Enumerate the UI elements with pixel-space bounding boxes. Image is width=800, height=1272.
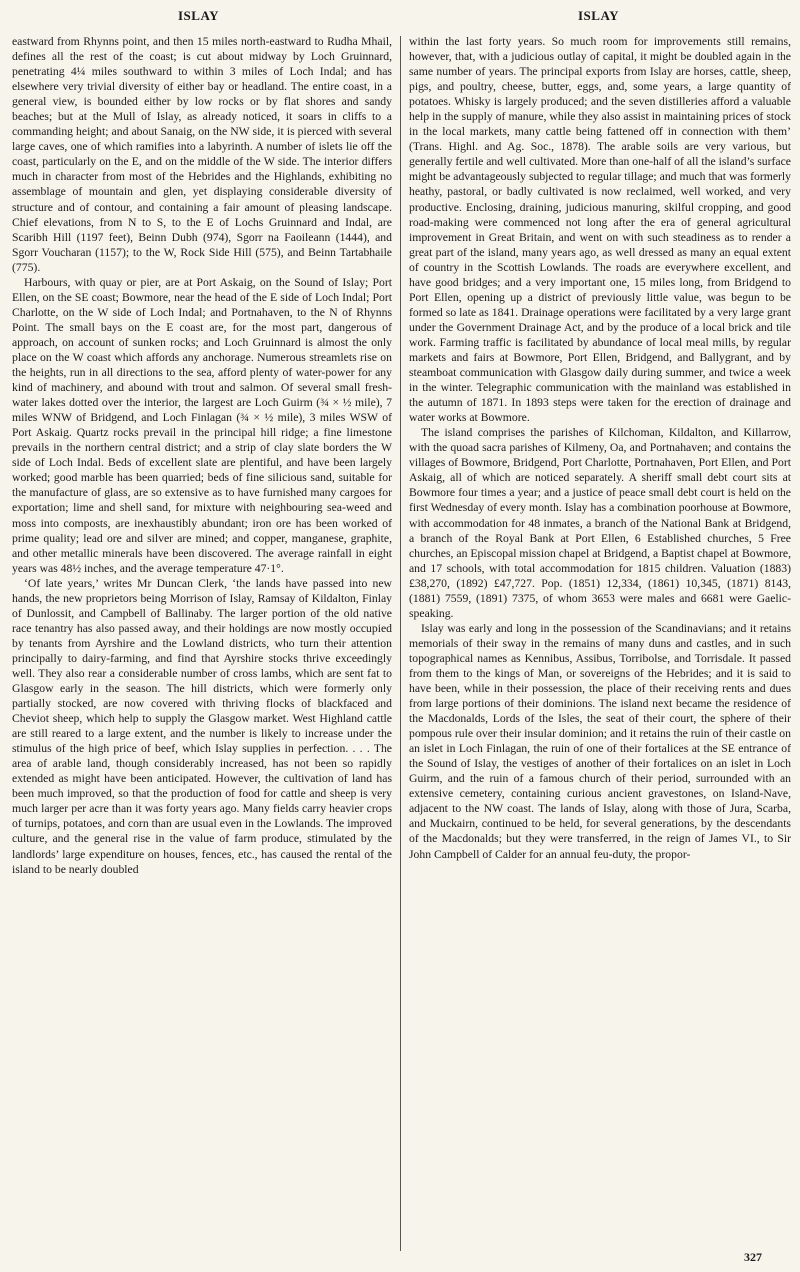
- running-head-left: ISLAY: [178, 8, 220, 23]
- left-column: [12, 34, 392, 1254]
- right-column: [409, 34, 791, 1254]
- paragraph: Harbours, with quay or pier, are at Port Askaig, on the Sound of Islay; Port Ellen, on the SE coast; Bowmore, near the head of the E side of Loch Indal; Port Charlotte, on the W side of Loch Indal; and Portnahaven, to the N of Rhynns Point. The small bays on the E coast are, for the most part, dangerous of approach, on account of sunken rocks; and Loch Gruinnard is almost the only place on the W coast which affords any anchorage. Numerous streamlets rise on the heights, run in all directions to the sea, afford plenty of water-power for any kind of machinery, and abound with trout and salmon. Of several small fresh-water lakes dotted over the interior, the largest are Loch Guirm (¾ × ½ mile), 7 miles WNW of Bridgend, and Loch Finlagan (¾ × ½ mile), 3 miles WSW of Port Askaig. Quartz rocks prevail in the principal hill ridge; a fine limestone prevails in the northern central district; and a strip of clay slate borders the W side of Loch Indal. Beds of excellent slate are plentiful, and have been largely worked; good marble has been quarried; beds of fine silicious sand, suitable for the manufacture of glass, are so extensive as to have furnished many cargoes for exportation; lime and shell sand, for mixture with neighbouring sea-weed and moss into composts, are inexhaustibly abundant; iron ore has been worked of prime quality; lead ore and silver are mined; and copper, manganese, graphite, and other metallic minerals have been discovered. The average rainfall in eight years was 48½ inches, and the average temperature 47·1°.: [12, 275, 392, 575]
- paragraph: The island comprises the parishes of Kilchoman, Kildalton, and Killarrow, with the quoad sacra parishes of Kilmeny, Oa, and Portnahaven; and contains the villages of Bowmore, Bridgend, Port Charlotte, Portnahaven, Port Ellen, and Port Askaig, all of which are noticed separately. A sheriff small debt court sits at Bowmore four times a year; and a justice of peace small debt court is held on the first Wednesday of every month. Islay has a combination poorhouse at Bowmore, with accommodation for 48 inmates, a branch of the National Bank at Bridgend, a branch of the Royal Bank at Port Ellen, 6 Established churches, 5 Free churches, an Episcopal mission chapel at Bridgend, a Baptist chapel at Bowmore, and 17 schools, with total accommodation for 1815 children. Valuation (1883) £38,270, (1892) £47,727. Pop. (1851) 12,334, (1861) 10,345, (1871) 8143, (1881) 7559, (1891) 7375, of whom 3653 were males and 6681 were Gaelic-speaking.: [409, 426, 791, 620]
- paragraph: within the last forty years. So much room for improvements still remains, however, that, with a judicious outlay of capital, it might be doubled again in the same number of years. The principal exports from Islay are horses, cattle, sheep, pigs, and poultry, cheese, butter, eggs, and, some years, a large quantity of potatoes. Whisky is largely produced; and the seven distilleries afford a valuable help in the supply of manure, while they also assist in maintaining prices of stock in the local markets, many cattle being fattened off in connection with them’ (Trans. Highl. and Ag. Soc., 1878). The arable soils are very various, but generally fertile and well cultivated. More than one-half of all the island’s surface might be advantageously subjected to regular tillage; and much that was formerly heathy, pastoral, or badly cultivated is now reclaimed, well worked, and very productive. Enclosing, draining, judicious manuring, skilful cropping, and good road-making were commenced not long after the era of general agricultural improvement in Great Britain, and went on with such steadiness as to render a great part of the island, many years ago, as well dressed as many an equal extent of country in the Scottish Lowlands. The roads are everywhere excellent, and have good bridges; and a very important one, 15 miles long, from Bridgend to Port Ellen, opening up a district of previously little value, was begun to be formed so late as 1841. Drainage operations were facilitated by a very large grant under the Government Drainage Act, and by the produce of a local brick and tile work. Farming traffic is facilitated by abundance of local meal mills, by regular markets and fairs at Bowmore, Port Ellen, Bridgend, and Ballygrant, and by steamboat communication with Glasgow daily during summer, and twice a week in the winter. Telegraphic communication with the mainland was established in the autumn of 1871. In 1893 steps were taken for the erection of drainage and water works at Bowmore.: [409, 35, 791, 425]
- paragraph: Islay was early and long in the possession of the Scandinavians; and it retains memorials of their sway in the remains of many duns and castles, and in such topographical names as Kennibus, Assibus, Torribolse, and Torrisdale. It passed from them to the kings of Man, or sovereigns of the Hebrides; and it is said to have been, while in their possession, the place of their receiving rents and dues from large portions of their dominions. The island next became the residence of the Macdonalds, Lords of the Isles, the seat of their court, the sphere of their pompous rule over their insular dominion; and it retains the ruin of their castle on an islet in Loch Finlagan, the ruin of one of their fortalices at the SE entrance of the Sound of Islay, the vestiges of another of their fortalices on an islet in Loch Guirm, and the ruin of a famous church of their period, surrounded with an extensive cemetery, containing curious ancient gravestones, on Island-Nave, adjacent to the NW coast. The lands of Islay, along with those of Jura, Scarba, and Muckairn, continued to be held, for several generations, by the descendants of the Macdonalds; but they were transferred, in the reign of James VI., to Sir John Campbell of Calder for an annual feu-duty, the propor-: [409, 621, 791, 861]
- running-head-right: ISLAY: [578, 8, 620, 23]
- paragraph: ‘Of late years,’ writes Mr Duncan Clerk, ‘the lands have passed into new hands, the new proprietors being Morrison of Islay, Ramsay of Kildalton, Finlay of Dunlossit, and Campbell of Ballinaby. The larger portion of the old native race tenantry has also passed away, and their holdings are now mostly occupied by tenants from Ayrshire and the Lowland districts, who turn their attention principally to dairy-farming, and find that Ayrshire stocks thrive exceedingly well. They also rear a considerable number of cross lambs, which are sent fat to Glasgow early in the season. The hill districts, which were formerly only partially stocked, are now covered with thriving flocks of blackfaced and Cheviot sheep, which help to supply the Glasgow market. West Highland cattle are still reared to a large extent, and the number is likely to increase under the stimulus of the high price of beef, which Islay supplies in perfection. . . . The area of arable land, though considerably increased, has not been so rapidly extended as might have been anticipated. However, the cultivation of land has been much improved, so that the production of food for cattle and sheep is very much larger per acre than it was forty years ago. Many fields carry heavier crops of turnips, potatoes, and corn than are usual even in the Lowlands. The improved culture, and the general rise in the value of farm produce, stimulated by the landlords’ large expenditure on houses, fences, etc., has caused the rental of the island to be nearly doubled: [12, 576, 392, 876]
- page-number: 327: [744, 1250, 762, 1264]
- paragraph: eastward from Rhynns point, and then 15 miles north-eastward to Rudha Mhail, defines all the rest of the coast; is cut about midway by Loch Gruinnard, penetrating 4¼ miles southward to within 3 miles of Loch Indal; and has elsewhere very trivial diversity of either bay or headland. The entire coast, in a general view, is bounded either by low rocks or by flat shores and sandy beaches; but at the Mull of Islay, as already noticed, it soars in cliffs to a commanding height; and about Sanaig, on the NW side, it is pierced with several large caves, one of which ramifies into a labyrinth. A number of islets lie off the coast, particularly on the E, and on the middle of the W side. The interior differs much in character from most of the Hebrides and the Highlands, exhibiting no assemblage of mountain and glen, yet displaying considerable diversity of structure and of contour, and containing a fair amount of pleasing landscape. Chief elevations, from N to S, to the E of Lochs Gruinnard and Indal, are Scaribh Hill (1197 feet), Beinn Dubh (974), Sgorr na Faoileann (1444), and Sgorr Voucharan (1157); to the W, Rock Side Hill (575), and Beinn Tartabhaile (775).: [12, 35, 392, 274]
- column-divider: [400, 36, 401, 1251]
